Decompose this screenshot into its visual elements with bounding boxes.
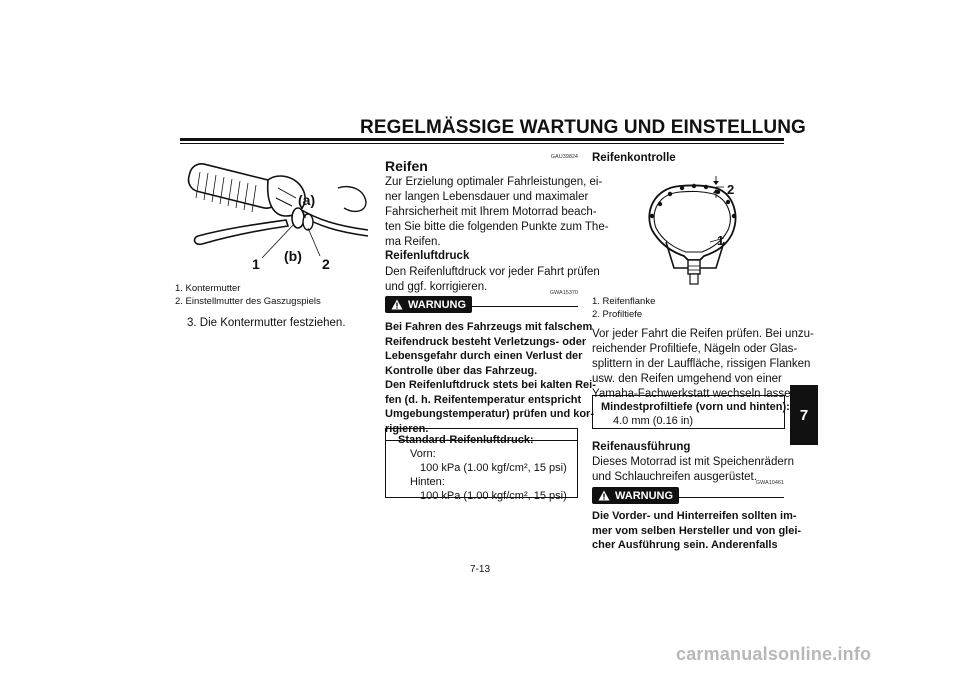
- pressure-line: Den Reifenluftdruck vor jeder Fahrt prüfen: [385, 266, 600, 278]
- step-text: 3. Die Kontermutter festziehen.: [187, 317, 346, 329]
- warning-line: Bei Fahren des Fahrzeugs mit falschem: [385, 321, 593, 333]
- warning-line: Den Reifenluftdruck stets bei kalten Rei-: [385, 379, 596, 391]
- warning-line: Die Vorder- und Hinterreifen sollten im-: [592, 510, 797, 522]
- throttle-figure: [168, 158, 372, 280]
- figure-label-b: (b): [284, 248, 302, 264]
- tire-type-heading: Reifenausführung: [592, 441, 691, 453]
- spec-front-label: Vorn:: [410, 448, 436, 460]
- figure-label-2: 2: [322, 256, 330, 272]
- spec-rear-value: 100 kPa (1.00 kgf/cm², 15 psi): [420, 490, 567, 502]
- section-heading: Reifen: [385, 158, 428, 174]
- chapter-tab: 7: [790, 385, 818, 445]
- spec-box-pressure: [385, 428, 578, 502]
- figure-caption-2: 2. Einstellmutter des Gaszugspiels: [175, 296, 321, 307]
- pressure-line: und ggf. korrigieren.: [385, 281, 488, 293]
- warning-rule-2: [679, 497, 784, 498]
- figure-caption-1: 1. Kontermutter: [175, 283, 241, 294]
- tire-label-2: 2: [727, 182, 735, 197]
- header-rule-thin: [180, 143, 784, 144]
- tire-check-line: Vor jeder Fahrt die Reifen prüfen. Bei unzu-: [592, 328, 814, 340]
- throttle-grip-illustration: [168, 158, 372, 280]
- watermark: carmanualsonline.info: [676, 644, 872, 664]
- warning-code: GWA15370: [549, 290, 578, 296]
- warning-rule: [472, 306, 578, 307]
- tire-caption-1: 1. Reifenflanke: [592, 296, 656, 307]
- warning-line: Umgebungstemperatur) prüfen und kor-: [385, 408, 595, 420]
- subheading-tire-pressure: Reifenluftdruck: [385, 250, 470, 262]
- warning-triangle-icon: [598, 490, 610, 501]
- spec-front-value: 100 kPa (1.00 kgf/cm², 15 psi): [420, 462, 567, 474]
- warning-line: Reifendruck besteht Verletzungs- oder: [385, 335, 587, 348]
- intro-line: ner langen Lebensdauer und maximaler: [385, 191, 589, 203]
- warning-line: cher Ausführung sein. Anderenfalls: [592, 539, 778, 551]
- tire-check-line: usw. den Reifen umgehend von einer: [592, 373, 782, 385]
- intro-line: ten Sie bitte die folgenden Punkte zum The-: [385, 221, 609, 233]
- spec-rear-label: Hinten:: [410, 476, 445, 488]
- intro-line: ma Reifen.: [385, 236, 441, 248]
- section-code: GAU39824: [550, 154, 578, 160]
- tire-check-line: Yamaha-Fachwerkstatt wechseln lassen.: [592, 388, 801, 400]
- tread-spec-value: 4.0 mm (0.16 in): [613, 415, 694, 427]
- warning-text: [385, 320, 596, 436]
- intro-line: Zur Erzielung optimaler Fahrleistungen, ei-: [385, 176, 603, 188]
- warning-line: rigieren.: [385, 422, 429, 435]
- warning-label-2: WARNUNG: [615, 489, 674, 502]
- header-rule: [180, 138, 784, 141]
- figure-label-a: (a): [298, 192, 316, 208]
- warning-line: mer vom selben Hersteller und von glei-: [592, 524, 802, 537]
- warning-line: fen (d. h. Reifentemperatur entspricht: [385, 393, 582, 406]
- warning-triangle-icon: [391, 299, 403, 310]
- warning-text-2: [592, 509, 801, 553]
- tire-caption-2: 2. Profiltiefe: [592, 309, 643, 320]
- warning-badge: [385, 296, 472, 313]
- warning-line: Kontrolle über das Fahrzeug.: [385, 364, 538, 377]
- tire-check-line: splittern in der Lauffläche, rissigen Flanken: [592, 358, 811, 370]
- page-header-title: REGELMÄSSIGE WARTUNG UND EINSTELLUNG: [360, 117, 806, 138]
- tire-cross-section-illustration: [630, 172, 760, 288]
- figure-label-1: 1: [252, 256, 260, 272]
- tread-spec-title: Mindestprofiltiefe (vorn und hinten):: [601, 401, 790, 413]
- tire-label-1: 1: [717, 233, 725, 248]
- intro-paragraph: [385, 175, 609, 250]
- spec-title: Standard-Reifenluftdruck:: [398, 434, 534, 446]
- intro-line: Fahrsicherheit mit Ihrem Motorrad beach-: [385, 206, 597, 218]
- warning-badge-2: [592, 487, 679, 504]
- warning-line: Lebensgefahr durch einen Verlust der: [385, 350, 583, 362]
- tire-check-text: [592, 327, 814, 402]
- tire-check-line: reichender Profiltiefe, Nägeln oder Glas-: [592, 343, 798, 355]
- tire-check-heading: Reifenkontrolle: [592, 152, 676, 164]
- warning-code-2: GWA10461: [755, 480, 784, 486]
- tire-type-line: und Schlauchreifen ausgerüstet.: [592, 471, 757, 483]
- warning-label: WARNUNG: [408, 298, 467, 311]
- spec-box-tread-depth: [592, 395, 790, 429]
- tire-type-line: Dieses Motorrad ist mit Speichenrädern: [592, 456, 794, 468]
- tire-figure: [630, 172, 760, 288]
- page-number: 7-13: [469, 564, 490, 575]
